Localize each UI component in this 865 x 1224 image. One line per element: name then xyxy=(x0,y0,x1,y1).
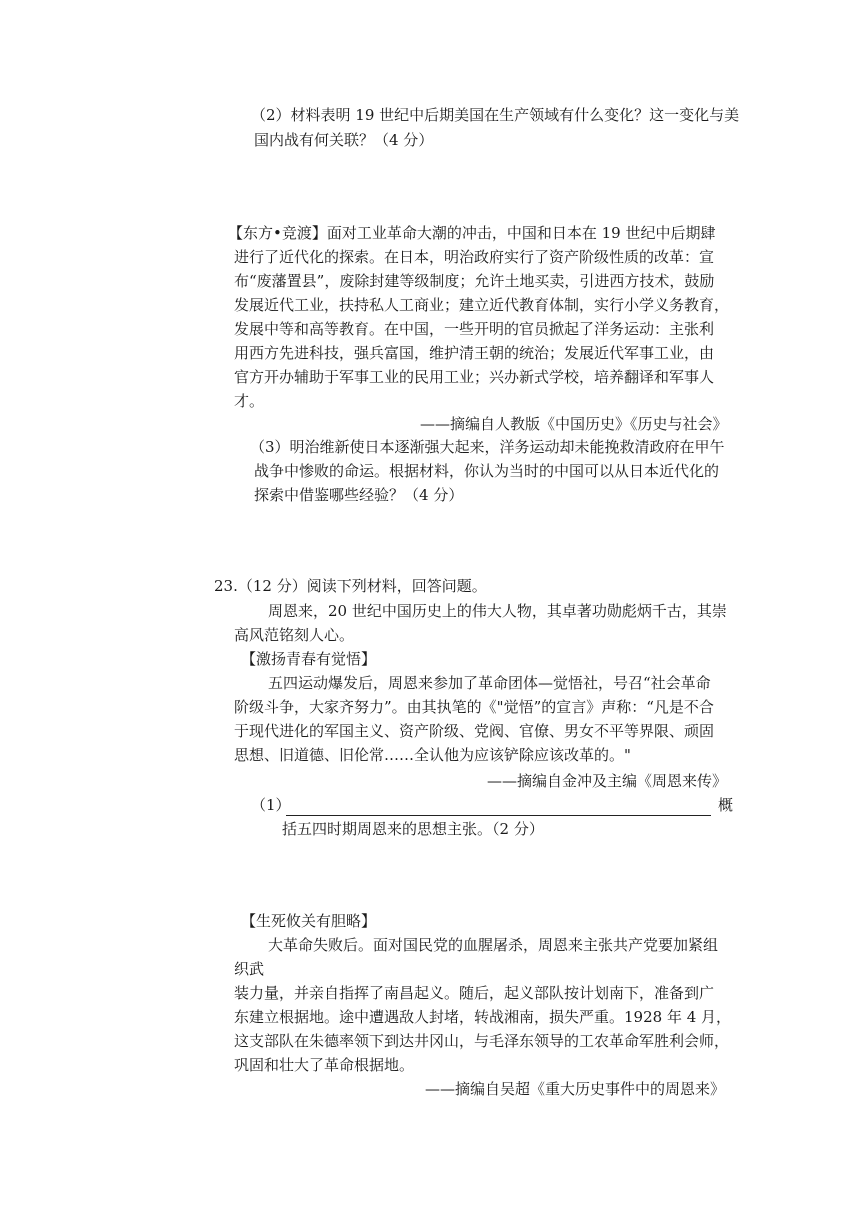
east-line-1: 【东方•竞渡】面对工业革命大潮的冲击，中国和日本在 19 世纪中后期肆 xyxy=(228,224,716,242)
section2-line-6: 巩固和壮大了革命根据地。 xyxy=(234,1056,415,1074)
sub1-prefix: （1） xyxy=(251,796,291,814)
sub1-line-2: 括五四时期周恩来的思想主张。（2 分） xyxy=(282,820,544,838)
q3-line-2: 战争中惨败的命运。根据材料，你认为当时的中国可以从日本近代化的 xyxy=(254,462,720,480)
east-source: ——摘编自人教版《中国历史》《历史与社会》 xyxy=(420,415,728,433)
q23-header: 23.（12 分）阅读下列材料，回答问题。 xyxy=(214,577,487,595)
q23-intro-1: 周恩来，20 世纪中国历史上的伟大人物，其卓著功勋彪炳千古，其崇 xyxy=(268,602,727,620)
section2-line-1: 大革命失败后。面对国民党的血腥屠杀，周恩来主张共产党要加紧组 xyxy=(268,936,719,954)
q2-line-1: （2）材料表明 19 世纪中后期美国在生产领域有什么变化？这一变化与美 xyxy=(251,106,740,124)
section2-line-4: 东建立根据地。途中遭遇敌人封堵，转战湘南，损失严重。1928 年 4 月， xyxy=(234,1008,732,1026)
section2-line-5: 这支部队在朱德率领下到达井冈山，与毛泽东领导的工农革命军胜利会师， xyxy=(234,1032,730,1050)
east-line-4: 发展近代工业，扶持私人工商业；建立近代教育体制，实行小学义务教育， xyxy=(234,296,730,314)
q23-intro-2: 高风范铭刻人心。 xyxy=(234,626,355,644)
section1-line-2: 阶级斗争，大家齐努力”。由其执笔的《"觉悟”的宣言》声称：“凡是不合 xyxy=(234,698,714,716)
east-line-3: 布“废藩置县”，废除封建等级制度；允许土地买卖，引进西方技术，鼓励 xyxy=(234,272,715,290)
section1-title: 【激扬青春有觉悟】 xyxy=(241,650,377,668)
section2-title: 【生死攸关有胆略】 xyxy=(241,912,377,930)
east-line-5: 发展中等和高等教育。在中国，一些开明的官员掀起了洋务运动：主张利 xyxy=(234,320,715,338)
sub1-suffix: 概 xyxy=(718,796,734,814)
section2-line-2: 织武 xyxy=(234,960,265,978)
section1-source: ——摘编自金冲及主编《周恩来传》 xyxy=(487,772,728,790)
q3-line-1: （3）明治维新使日本逐渐强大起来，洋务运动却未能挽救清政府在甲午 xyxy=(250,438,725,456)
east-line-8: 才。 xyxy=(234,392,265,410)
q3-line-3: 探索中借鉴哪些经验？（4 分） xyxy=(254,486,464,504)
section2-source: ——摘编自吴超《重大历史事件中的周恩来》 xyxy=(425,1080,726,1098)
section1-line-4: 思想、旧道德、旧伦常……全认他为应该铲除应该改革的。" xyxy=(234,746,631,764)
east-line-7: 官方开办辅助于军事工业的民用工业；兴办新式学校，培养翻译和军事人 xyxy=(234,368,715,386)
east-line-2: 进行了近代化的探索。在日本，明治政府实行了资产阶级性质的改革：宣 xyxy=(234,248,715,266)
section2-line-3: 装力量，并亲自指挥了南昌起义。随后，起义部队按计划南下，准备到广 xyxy=(234,984,715,1002)
answer-blank[interactable] xyxy=(286,801,711,816)
east-line-6: 用西方先进科技，强兵富国，维护清王朝的统治；发展近代军事工业，由 xyxy=(234,344,715,362)
section1-line-1: 五四运动爆发后，周恩来参加了革命团体—觉悟社，号召“社会革命 xyxy=(268,674,711,692)
section1-line-3: 于现代进化的军国主义、资产阶级、党阀、官僚、男女不平等界限、顽固 xyxy=(234,722,715,740)
q2-line-2: 国内战有何关联？（4 分） xyxy=(254,131,434,149)
